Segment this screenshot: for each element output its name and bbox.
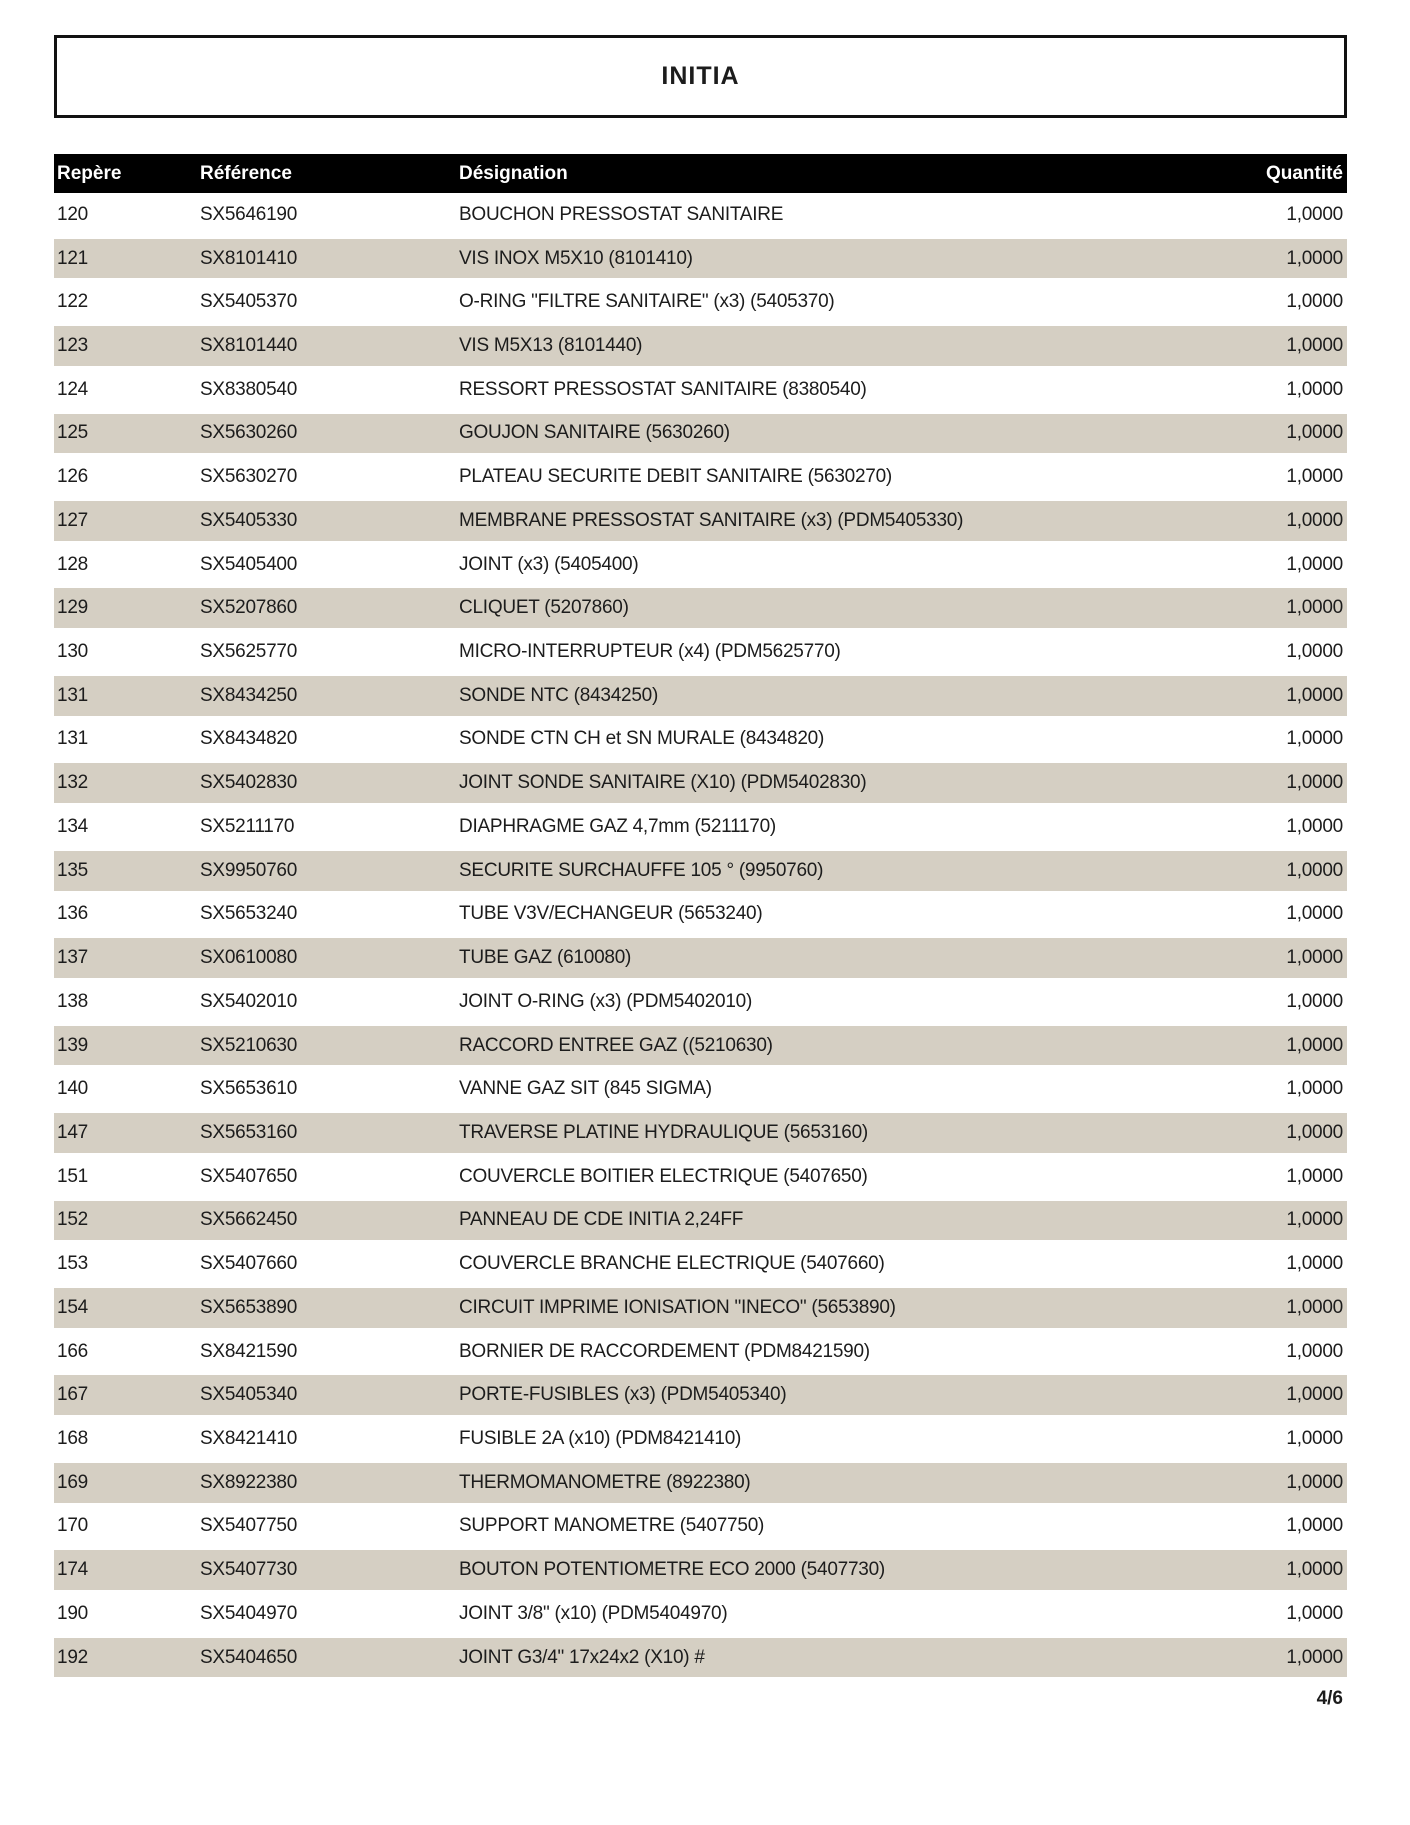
cell-quantite: 1,0000 xyxy=(1286,1515,1343,1537)
cell-repere: 122 xyxy=(57,291,88,313)
cell-designation: COUVERCLE BOITIER ELECTRIQUE (5407650) xyxy=(459,1165,868,1187)
cell-quantite: 1,0000 xyxy=(1286,466,1343,488)
cell-designation: BOUCHON PRESSOSTAT SANITAIRE xyxy=(459,203,784,225)
cell-repere: 131 xyxy=(57,684,88,706)
cell-repere: 121 xyxy=(57,247,88,269)
cell-reference: SX5407730 xyxy=(200,1559,298,1581)
cell-quantite: 1,0000 xyxy=(1286,1471,1343,1493)
table-row xyxy=(54,586,1347,630)
cell-repere: 127 xyxy=(57,509,88,531)
cell-designation: CIRCUIT IMPRIME IONISATION "INECO" (5653890) xyxy=(459,1296,896,1318)
cell-designation: VANNE GAZ SIT (845 SIGMA) xyxy=(459,1078,712,1100)
cell-repere: 124 xyxy=(57,378,88,400)
cell-quantite: 1,0000 xyxy=(1286,291,1343,313)
cell-reference: SX8421410 xyxy=(200,1427,298,1449)
table-row xyxy=(54,1592,1347,1636)
column-header-designation: Désignation xyxy=(459,162,568,184)
cell-quantite: 1,0000 xyxy=(1286,1121,1343,1143)
cell-reference: SX8380540 xyxy=(200,378,298,400)
cell-designation: MICRO-INTERRUPTEUR (x4) (PDM5625770) xyxy=(459,641,841,663)
cell-reference: SX5407750 xyxy=(200,1515,298,1537)
cell-designation: VIS INOX M5X10 (8101410) xyxy=(459,247,693,269)
cell-designation: PORTE-FUSIBLES (x3) (PDM5405340) xyxy=(459,1384,787,1406)
cell-repere: 192 xyxy=(57,1646,88,1668)
cell-repere: 170 xyxy=(57,1515,88,1537)
table-row xyxy=(54,849,1347,893)
cell-repere: 137 xyxy=(57,947,88,969)
cell-quantite: 1,0000 xyxy=(1286,203,1343,225)
cell-quantite: 1,0000 xyxy=(1286,1165,1343,1187)
cell-reference: SX5405340 xyxy=(200,1384,298,1406)
cell-designation: PANNEAU DE CDE INITIA 2,24FF xyxy=(459,1209,744,1231)
cell-reference: SX5405330 xyxy=(200,509,298,531)
cell-repere: 131 xyxy=(57,728,88,750)
cell-reference: SX5211170 xyxy=(200,815,295,837)
table-row xyxy=(54,1111,1347,1155)
cell-designation: TRAVERSE PLATINE HYDRAULIQUE (5653160) xyxy=(459,1121,868,1143)
table-row xyxy=(54,1505,1347,1549)
cell-repere: 139 xyxy=(57,1034,88,1056)
cell-designation: O-RING "FILTRE SANITAIRE" (x3) (5405370) xyxy=(459,291,835,313)
table-row xyxy=(54,718,1347,762)
column-header-reference: Référence xyxy=(200,162,292,184)
cell-reference: SX5404650 xyxy=(200,1646,298,1668)
table-row xyxy=(54,1199,1347,1243)
cell-reference: SX5405400 xyxy=(200,553,298,575)
cell-designation: RACCORD ENTREE GAZ ((5210630) xyxy=(459,1034,773,1056)
cell-quantite: 1,0000 xyxy=(1286,684,1343,706)
cell-quantite: 1,0000 xyxy=(1286,1034,1343,1056)
cell-repere: 147 xyxy=(57,1121,88,1143)
cell-quantite: 1,0000 xyxy=(1286,1340,1343,1362)
cell-designation: DIAPHRAGME GAZ 4,7mm (5211170) xyxy=(459,815,777,837)
cell-reference: SX8421590 xyxy=(200,1340,298,1362)
table-row xyxy=(54,1242,1347,1286)
cell-reference: SX5646190 xyxy=(200,203,298,225)
cell-reference: SX5405370 xyxy=(200,291,298,313)
cell-designation: JOINT G3/4" 17x24x2 (X10) # xyxy=(459,1646,705,1668)
column-header-quantite: Quantité xyxy=(1265,162,1343,184)
cell-repere: 123 xyxy=(57,335,88,357)
cell-quantite: 1,0000 xyxy=(1286,990,1343,1012)
table-row xyxy=(54,193,1347,237)
cell-repere: 166 xyxy=(57,1340,88,1362)
cell-reference: SX5207860 xyxy=(200,597,298,619)
cell-quantite: 1,0000 xyxy=(1286,728,1343,750)
table-row xyxy=(54,1330,1347,1374)
cell-designation: SONDE CTN CH et SN MURALE (8434820) xyxy=(459,728,825,750)
cell-designation: GOUJON SANITAIRE (5630260) xyxy=(459,422,730,444)
cell-quantite: 1,0000 xyxy=(1286,1296,1343,1318)
cell-reference: SX5404970 xyxy=(200,1602,298,1624)
table-row xyxy=(54,1636,1347,1680)
cell-quantite: 1,0000 xyxy=(1286,1427,1343,1449)
cell-designation: JOINT 3/8" (x10) (PDM5404970) xyxy=(459,1602,728,1624)
table-row xyxy=(54,455,1347,499)
table-row xyxy=(54,499,1347,543)
table-row xyxy=(54,543,1347,587)
cell-repere: 134 xyxy=(57,815,88,837)
table-header-row xyxy=(54,154,1347,193)
table-row xyxy=(54,761,1347,805)
cell-repere: 125 xyxy=(57,422,88,444)
cell-repere: 130 xyxy=(57,641,88,663)
page-footer xyxy=(54,1688,1347,1710)
table-row xyxy=(54,237,1347,281)
cell-designation: BORNIER DE RACCORDEMENT (PDM8421590) xyxy=(459,1340,870,1362)
table-row xyxy=(54,674,1347,718)
cell-designation: SUPPORT MANOMETRE (5407750) xyxy=(459,1515,765,1537)
page-content xyxy=(54,0,1347,1710)
cell-repere: 154 xyxy=(57,1296,88,1318)
cell-reference: SX9950760 xyxy=(200,859,298,881)
cell-repere: 126 xyxy=(57,466,88,488)
cell-reference: SX5630260 xyxy=(200,422,298,444)
cell-reference: SX5402830 xyxy=(200,772,298,794)
cell-reference: SX0610080 xyxy=(200,947,298,969)
cell-quantite: 1,0000 xyxy=(1286,378,1343,400)
cell-repere: 132 xyxy=(57,772,88,794)
table-row xyxy=(54,1373,1347,1417)
cell-quantite: 1,0000 xyxy=(1286,335,1343,357)
cell-reference: SX5630270 xyxy=(200,466,298,488)
column-header-repere: Repère xyxy=(57,162,122,184)
cell-quantite: 1,0000 xyxy=(1286,772,1343,794)
cell-reference: SX5407650 xyxy=(200,1165,298,1187)
cell-quantite: 1,0000 xyxy=(1286,1078,1343,1100)
table-row xyxy=(54,1155,1347,1199)
cell-repere: 138 xyxy=(57,990,88,1012)
table-row xyxy=(54,980,1347,1024)
table-row xyxy=(54,368,1347,412)
cell-reference: SX5210630 xyxy=(200,1034,298,1056)
cell-repere: 120 xyxy=(57,203,88,225)
cell-repere: 140 xyxy=(57,1078,88,1100)
cell-designation: VIS M5X13 (8101440) xyxy=(459,335,643,357)
table-row xyxy=(54,1548,1347,1592)
cell-quantite: 1,0000 xyxy=(1286,422,1343,444)
cell-repere: 129 xyxy=(57,597,88,619)
cell-designation: JOINT O-RING (x3) (PDM5402010) xyxy=(459,990,753,1012)
cell-designation: CLIQUET (5207860) xyxy=(459,597,629,619)
cell-reference: SX5653160 xyxy=(200,1121,298,1143)
cell-repere: 168 xyxy=(57,1427,88,1449)
cell-designation: COUVERCLE BRANCHE ELECTRIQUE (5407660) xyxy=(459,1253,885,1275)
table-row xyxy=(54,412,1347,456)
cell-designation: SECURITE SURCHAUFFE 105 ° (9950760) xyxy=(459,859,824,881)
cell-quantite: 1,0000 xyxy=(1286,1602,1343,1624)
cell-quantite: 1,0000 xyxy=(1286,1384,1343,1406)
cell-repere: 151 xyxy=(57,1165,88,1187)
cell-repere: 152 xyxy=(57,1209,88,1231)
cell-reference: SX5625770 xyxy=(200,641,298,663)
cell-quantite: 1,0000 xyxy=(1286,509,1343,531)
cell-designation: RESSORT PRESSOSTAT SANITAIRE (8380540) xyxy=(459,378,867,400)
cell-reference: SX8922380 xyxy=(200,1471,298,1493)
table-row xyxy=(54,1024,1347,1068)
cell-quantite: 1,0000 xyxy=(1286,1253,1343,1275)
table-row xyxy=(54,630,1347,674)
cell-designation: MEMBRANE PRESSOSTAT SANITAIRE (x3) (PDM5405330) xyxy=(459,509,964,531)
cell-designation: FUSIBLE 2A (x10) (PDM8421410) xyxy=(459,1427,742,1449)
cell-repere: 169 xyxy=(57,1471,88,1493)
table-row xyxy=(54,893,1347,937)
table-row xyxy=(54,280,1347,324)
cell-quantite: 1,0000 xyxy=(1286,859,1343,881)
table-row xyxy=(54,324,1347,368)
cell-repere: 190 xyxy=(57,1602,88,1624)
cell-quantite: 1,0000 xyxy=(1286,947,1343,969)
cell-reference: SX5653610 xyxy=(200,1078,298,1100)
cell-designation: JOINT (x3) (5405400) xyxy=(459,553,639,575)
cell-reference: SX5402010 xyxy=(200,990,298,1012)
parts-table xyxy=(54,154,1347,1679)
cell-reference: SX5653890 xyxy=(200,1296,298,1318)
page-title: INITIA xyxy=(661,62,740,90)
cell-quantite: 1,0000 xyxy=(1286,597,1343,619)
title-box xyxy=(54,35,1347,118)
table-row xyxy=(54,1417,1347,1461)
cell-repere: 135 xyxy=(57,859,88,881)
cell-quantite: 1,0000 xyxy=(1286,903,1343,925)
cell-reference: SX5407660 xyxy=(200,1253,298,1275)
cell-designation: JOINT SONDE SANITAIRE (X10) (PDM5402830) xyxy=(459,772,867,794)
cell-quantite: 1,0000 xyxy=(1286,247,1343,269)
cell-reference: SX5662450 xyxy=(200,1209,298,1231)
table-body xyxy=(54,193,1347,1679)
cell-designation: PLATEAU SECURITE DEBIT SANITAIRE (5630270) xyxy=(459,466,892,488)
table-row xyxy=(54,1461,1347,1505)
cell-designation: BOUTON POTENTIOMETRE ECO 2000 (5407730) xyxy=(459,1559,885,1581)
cell-repere: 136 xyxy=(57,903,88,925)
table-row xyxy=(54,936,1347,980)
cell-reference: SX5653240 xyxy=(200,903,298,925)
cell-repere: 153 xyxy=(57,1253,88,1275)
cell-quantite: 1,0000 xyxy=(1286,815,1343,837)
table-row xyxy=(54,805,1347,849)
cell-repere: 174 xyxy=(57,1559,88,1581)
cell-quantite: 1,0000 xyxy=(1286,1559,1343,1581)
cell-designation: TUBE V3V/ECHANGEUR (5653240) xyxy=(459,903,763,925)
cell-designation: TUBE GAZ (610080) xyxy=(459,947,632,969)
cell-quantite: 1,0000 xyxy=(1286,1209,1343,1231)
cell-designation: THERMOMANOMETRE (8922380) xyxy=(459,1471,751,1493)
table-row xyxy=(54,1067,1347,1111)
cell-reference: SX8101410 xyxy=(200,247,298,269)
cell-reference: SX8101440 xyxy=(200,335,298,357)
cell-quantite: 1,0000 xyxy=(1286,641,1343,663)
table-row xyxy=(54,1286,1347,1330)
cell-quantite: 1,0000 xyxy=(1286,553,1343,575)
cell-reference: SX8434250 xyxy=(200,684,298,706)
cell-repere: 167 xyxy=(57,1384,88,1406)
cell-designation: SONDE NTC (8434250) xyxy=(459,684,659,706)
cell-quantite: 1,0000 xyxy=(1286,1646,1343,1668)
cell-reference: SX8434820 xyxy=(200,728,298,750)
page-number: 4/6 xyxy=(1316,1688,1343,1710)
cell-repere: 128 xyxy=(57,553,88,575)
